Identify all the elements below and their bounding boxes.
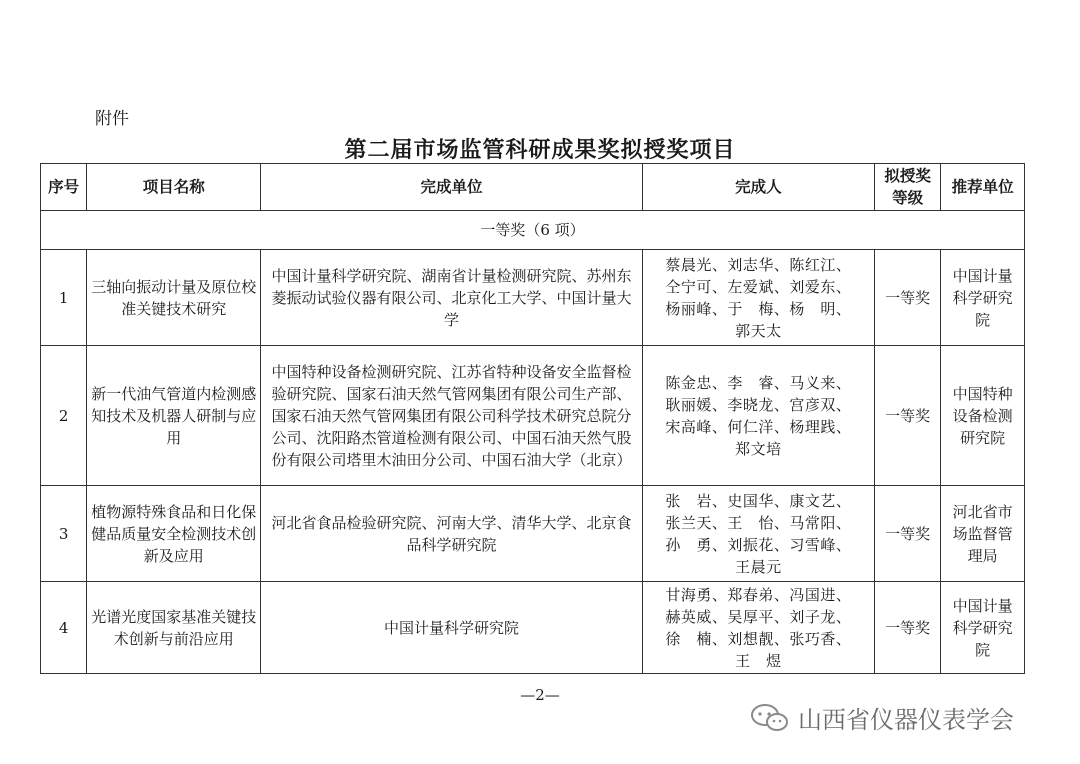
row-recommender: 河北省市场监督管理局 xyxy=(941,486,1025,582)
page-title: 第二届市场监管科研成果奖拟授奖项目 xyxy=(344,137,736,163)
people-line: 耿丽媛、李晓龙、宫彦双、 xyxy=(665,395,852,414)
row-units: 河北省食品检验研究院、河南大学、清华大学、北京食品科学研究院 xyxy=(261,486,642,582)
row-people xyxy=(642,346,875,486)
row-units: 中国计量科学研究院 xyxy=(261,582,642,674)
people-line: 张兰天、王 怡、马常阳、 xyxy=(665,513,852,532)
awards-table xyxy=(40,163,1025,674)
people-line-last: 王晨元 xyxy=(735,557,782,576)
row-recommender: 中国特种设备检测研究院 xyxy=(941,346,1025,486)
people-line: 甘海勇、郑春弟、冯国进、 xyxy=(665,585,852,604)
header-people: 完成人 xyxy=(642,164,875,211)
people-line-last: 郭天太 xyxy=(735,321,782,340)
header-level: 拟授奖等级 xyxy=(875,164,941,211)
people-line-last: 郑文培 xyxy=(735,439,782,458)
row-seq: 2 xyxy=(41,346,87,486)
section-title: 一等奖（6 项） xyxy=(41,211,1025,250)
row-people xyxy=(642,486,875,582)
row-units: 中国计量科学研究院、湖南省计量检测研究院、苏州东菱振动试验仪器有限公司、北京化工大学、中国计量大学 xyxy=(261,250,642,346)
header-project: 项目名称 xyxy=(87,164,261,211)
people-line: 张 岩、史国华、康文艺、 xyxy=(665,491,852,510)
row-project: 光谱光度国家基准关键技术创新与前沿应用 xyxy=(87,582,261,674)
people-line-last: 王 煜 xyxy=(735,651,782,670)
row-people xyxy=(642,582,875,674)
row-seq: 3 xyxy=(41,486,87,582)
header-units: 完成单位 xyxy=(261,164,642,211)
wechat-icon xyxy=(748,703,792,733)
row-project: 三轴向振动计量及原位校准关键技术研究 xyxy=(87,250,261,346)
table-header-row xyxy=(41,164,1025,211)
watermark-text: 山西省仪器仪表学会 xyxy=(798,706,1014,734)
table-row xyxy=(41,250,1025,346)
row-recommender: 中国计量科学研究院 xyxy=(941,582,1025,674)
people-line: 孙 勇、刘振花、习雪峰、 xyxy=(665,535,852,554)
header-recommender: 推荐单位 xyxy=(941,164,1025,211)
row-project: 新一代油气管道内检测感知技术及机器人研制与应用 xyxy=(87,346,261,486)
row-seq: 4 xyxy=(41,582,87,674)
table-row xyxy=(41,582,1025,674)
row-seq: 1 xyxy=(41,250,87,346)
table-row xyxy=(41,486,1025,582)
row-recommender: 中国计量科学研究院 xyxy=(941,250,1025,346)
row-people xyxy=(642,250,875,346)
row-level: 一等奖 xyxy=(875,486,941,582)
people-line: 陈金忠、李 睿、马义来、 xyxy=(665,373,852,392)
watermark xyxy=(748,700,1014,735)
table-row xyxy=(41,346,1025,486)
row-level: 一等奖 xyxy=(875,250,941,346)
row-units: 中国特种设备检测研究院、江苏省特种设备安全监督检验研究院、国家石油天然气管网集团有限公司生产部、国家石油天然气管网集团有限公司科学技术研究总院分公司、沈阳路杰管道检测有限公司、中国石油天然气股份有限公司塔里木油田分公司、中国石油大学（北京） xyxy=(261,346,642,486)
attachment-label: 附件 xyxy=(95,109,129,129)
header-seq: 序号 xyxy=(41,164,87,211)
people-line: 徐 楠、刘想靓、张巧香、 xyxy=(665,629,852,648)
people-line: 杨丽峰、于 梅、杨 明、 xyxy=(665,299,852,318)
page-number: —2— xyxy=(520,686,560,704)
section-row xyxy=(41,211,1025,250)
people-line: 赫英威、吴厚平、刘子龙、 xyxy=(665,607,852,626)
row-level: 一等奖 xyxy=(875,582,941,674)
row-project: 植物源特殊食品和日化保健品质量安全检测技术创新及应用 xyxy=(87,486,261,582)
people-line: 宋高峰、何仁洋、杨理践、 xyxy=(665,417,852,436)
people-line: 蔡晨光、刘志华、陈红江、 xyxy=(665,255,852,274)
people-line: 仝宁可、左爱斌、刘爱东、 xyxy=(665,277,852,296)
row-level: 一等奖 xyxy=(875,346,941,486)
